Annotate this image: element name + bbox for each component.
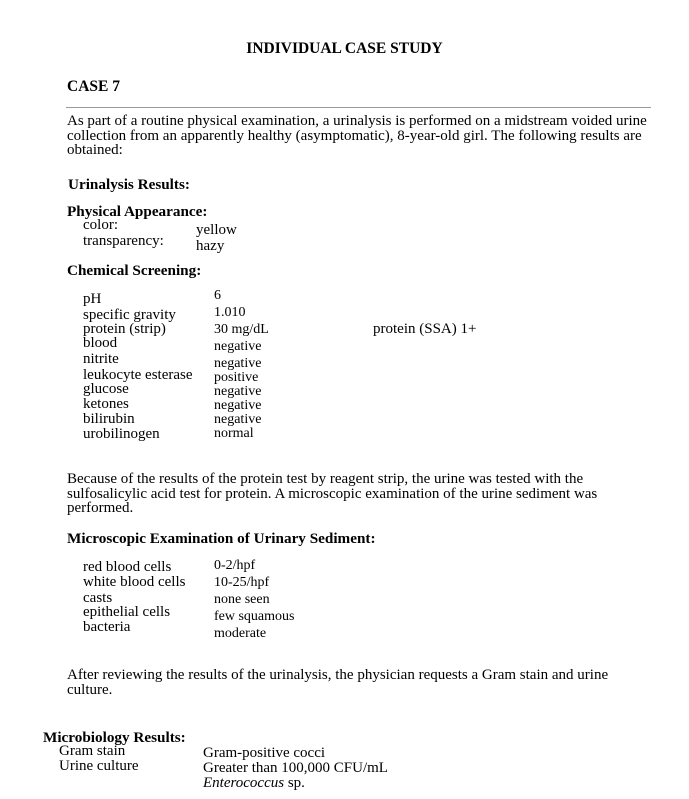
micro-label-rbc: red blood cells [83, 559, 172, 575]
micro-value-casts: none seen [214, 592, 270, 607]
physical-label-transparency: transparency: [83, 233, 164, 249]
urinalysis-heading: Urinalysis Results: [68, 176, 190, 193]
chem-label-specific-gravity: specific gravity [83, 307, 176, 323]
chem-label-blood: blood [83, 335, 118, 351]
protein-paragraph: Because of the results of the protein test by reagent strip, the urine was tested with the sulfosalicylic acid test for protein. A microscopic examination of the urine sediment was performed. [67, 471, 598, 516]
chem-value-blood: negative [214, 339, 262, 354]
chem-label-leukocyte-esterase: leukocyte esterase [83, 367, 193, 383]
chem-label-bilirubin: bilirubin [83, 411, 135, 427]
microbio-label-urine-culture: Urine culture [59, 758, 139, 774]
micro-label-wbc: white blood cells [83, 574, 186, 590]
chem-value-leukocyte-esterase: positive [214, 370, 259, 385]
after-paragraph: After reviewing the results of the urinalysis, the physician requests a Gram stain and urine culture. [67, 667, 609, 698]
intro-paragraph: As part of a routine physical examination, a urinalysis is performed on a midstream voided urine collection from an apparently healthy (asymptomatic), 8-year-old girl. The following results are obtained: [67, 113, 647, 158]
microbio-label-gram-stain: Gram stain [59, 743, 126, 759]
chem-label-urobilinogen: urobilinogen [83, 426, 160, 442]
divider-line [66, 107, 651, 108]
chem-label-glucose: glucose [83, 381, 129, 397]
page-title: INDIVIDUAL CASE STUDY [246, 40, 443, 57]
organism-line [203, 776, 305, 791]
physical-value-transparency: hazy [196, 238, 225, 254]
micro-label-bacteria: bacteria [83, 619, 131, 635]
chem-value-specific-gravity: 1.010 [214, 305, 246, 320]
micro-value-rbc: 0-2/hpf [214, 558, 256, 573]
chem-value-ph: 6 [214, 288, 221, 303]
chem-label-protein-strip: protein (strip) [83, 321, 166, 337]
chem-value-protein-strip: 30 mg/dL [214, 322, 269, 337]
physical-value-color: yellow [196, 222, 237, 238]
micro-label-casts: casts [83, 590, 113, 606]
organism-name: Enterococcus [203, 775, 285, 791]
micro-label-epithelial-cells: epithelial cells [83, 604, 171, 620]
micro-value-wbc: 10-25/hpf [214, 575, 270, 590]
microbiology-heading: Microbiology Results: [43, 729, 186, 746]
micro-value-epithelial-cells: few squamous [214, 609, 295, 624]
microbio-value-gram-stain: Gram-positive cocci [203, 745, 326, 761]
chemical-heading: Chemical Screening: [67, 262, 202, 279]
chem-value-glucose: negative [214, 384, 262, 399]
protein-ssa-note: protein (SSA) 1+ [373, 321, 477, 337]
chem-label-ph: pH [83, 291, 102, 307]
microbio-value-urine-culture: Greater than 100,000 CFU/mL [203, 760, 388, 776]
chem-value-bilirubin: negative [214, 412, 262, 427]
micro-value-bacteria: moderate [214, 626, 267, 641]
case-label: CASE 7 [67, 78, 120, 95]
chem-value-ketones: negative [214, 398, 262, 413]
microscopic-heading: Microscopic Examination of Urinary Sediment: [67, 530, 376, 547]
chem-value-urobilinogen: normal [214, 426, 254, 441]
chem-label-nitrite: nitrite [83, 351, 119, 367]
chem-label-ketones: ketones [83, 396, 129, 412]
physical-label-color: color: [83, 217, 118, 233]
physical-heading: Physical Appearance: [67, 203, 208, 220]
organism-suffix: sp. [287, 775, 305, 791]
chem-value-nitrite: negative [214, 356, 262, 371]
